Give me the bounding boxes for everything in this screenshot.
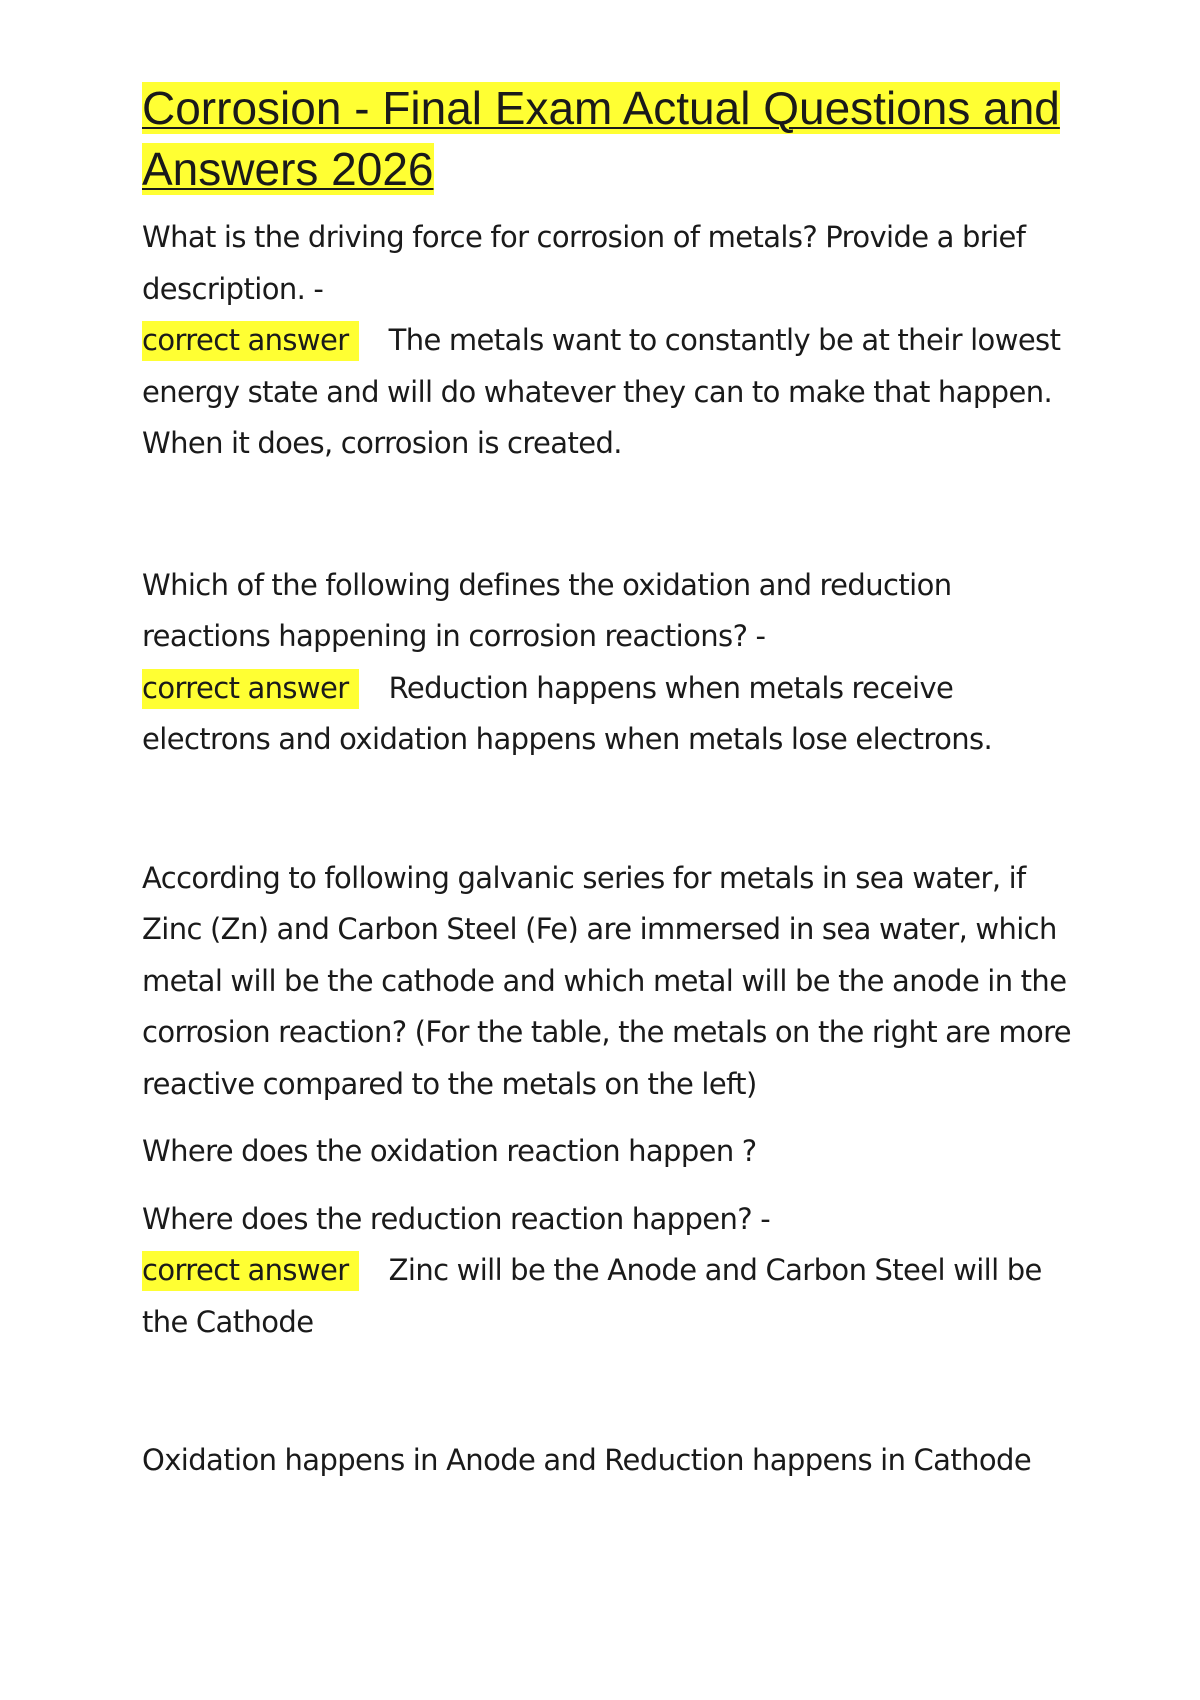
answer-2-text: Reduction happens when metals receive electrons and oxidation happens when metals lose electrons. <box>142 670 993 756</box>
document-title <box>142 78 1072 200</box>
answer-1-text: The metals want to constantly be at their lowest energy state and will do whatever they can to make that happen. When it does, corrosion is created. <box>142 323 1061 460</box>
qa-block-2 <box>142 560 1072 766</box>
sub-question-2: Where does the reduction reaction happen? - <box>142 1201 771 1236</box>
correct-answer-label: correct answer <box>142 1251 359 1291</box>
title-text: Corrosion - Final Exam Actual Questions and Answers 2026 <box>142 82 1060 195</box>
qa-block-1 <box>142 212 1072 470</box>
answer-2 <box>142 663 1072 766</box>
qa-block-3 <box>142 853 1072 1487</box>
document-page <box>142 78 1072 1487</box>
correct-answer-label: correct answer <box>142 321 359 361</box>
question-2: Which of the following defines the oxidation and reduction reactions happening in corrosion reactions? - <box>142 567 952 653</box>
answer-3-extra: Oxidation happens in Anode and Reduction happens in Cathode <box>142 1443 1032 1477</box>
question-3: According to following galvanic series for metals in sea water, if Zinc (Zn) and Carbon Steel (Fe) are immersed in sea water, which metal will be the cathode and which metal will be the anode in the corrosion reaction? (For the table, the metals on the right are more reactive compared to the metals on the left) <box>142 860 1072 1101</box>
question-1: What is the driving force for corrosion of metals? Provide a brief description. - <box>142 220 1026 306</box>
answer-3-text: Zinc will be the Anode and Carbon Steel will be the Cathode <box>142 1253 1042 1339</box>
answer-1 <box>142 315 1072 470</box>
sub-question-1: Where does the oxidation reaction happen ? <box>142 1134 757 1168</box>
correct-answer-label: correct answer <box>142 669 359 709</box>
answer-3 <box>142 1245 1072 1348</box>
